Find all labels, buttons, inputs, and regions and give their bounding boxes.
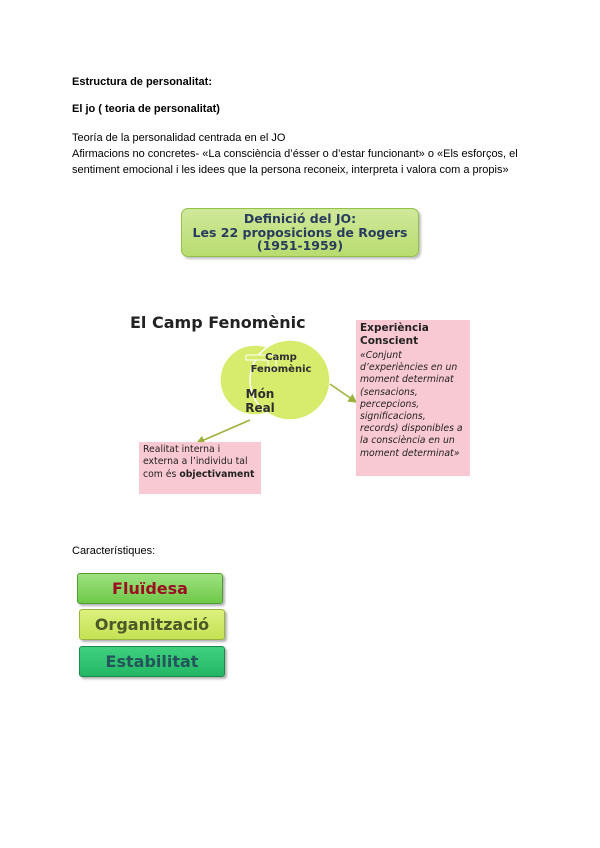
diagram-title: El Camp Fenomènic — [130, 313, 306, 332]
characteristic-fluidity: Fluïdesa — [77, 573, 223, 604]
reality-text: Realitat interna i externa a l’individu tal com és — [143, 444, 248, 480]
heading-self-theory: El jo ( teoria de personalitat) — [72, 103, 220, 115]
experience-title — [360, 322, 466, 348]
experience-text: «Conjunt d’experiències en un moment determinat (sensacions, percepcions, significacions, records) disponibles a la consciència en un moment determinat» — [360, 350, 463, 459]
camp-label-line-1: Camp — [265, 352, 297, 363]
camp-label — [246, 352, 316, 376]
reality-bold: objectivament — [179, 468, 255, 480]
camp-label-line-2: Fenomènic — [250, 364, 312, 375]
experience-box — [356, 320, 470, 476]
intro-line-2: Afirmacions no concretes- «La consciència d’ésser o d’estar funcionant» o «Els esforços, el sentiment emocional i les idees que la persona reconeix, interpreta i valora com a propis» — [72, 148, 518, 176]
intro-line-1: Teoría de la personalidad centrada en el JO — [72, 132, 286, 144]
experience-title-line-1: Experiència — [360, 322, 429, 334]
arrow-to-experience — [330, 384, 356, 402]
definition-line-2: Les 22 proposicions de Rogers — [192, 224, 408, 240]
reality-box — [139, 442, 261, 494]
characteristics-label: Característiques: — [72, 545, 156, 557]
experience-title-line-2: Conscient — [360, 335, 419, 347]
characteristic-stability: Estabilitat — [79, 646, 225, 677]
mon-real-line-1: Món — [245, 387, 275, 401]
mon-real-line-2: Real — [245, 401, 275, 415]
definition-line-1: Definició del JO: — [243, 211, 357, 226]
heading-structure: Estructura de personalitat: — [72, 76, 212, 88]
characteristic-organization: Organització — [79, 609, 225, 640]
arrow-to-reality — [197, 420, 250, 443]
mon-real-label — [240, 387, 280, 415]
definition-line-3: (1951-1959) — [256, 238, 344, 253]
